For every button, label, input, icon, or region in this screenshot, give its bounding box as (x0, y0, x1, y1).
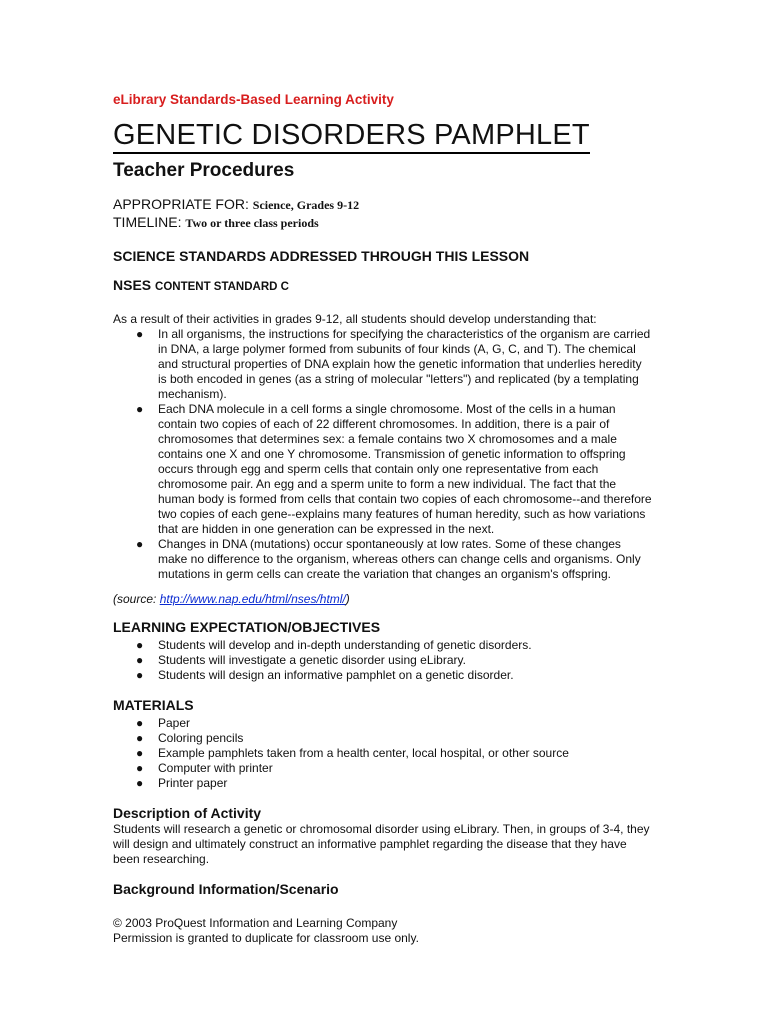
list-item-text: Students will develop and in-depth understanding of genetic disorders. (158, 638, 532, 652)
nses-heading (113, 277, 653, 296)
permission-text: Permission is granted to duplicate for classroom use only. (113, 931, 419, 945)
timeline-row (113, 214, 653, 232)
page-footer (113, 916, 653, 946)
bullet-icon: ● (136, 537, 144, 551)
list-item (136, 653, 653, 668)
list-item (136, 668, 653, 683)
source-prefix: (source: (113, 592, 160, 606)
objectives-heading: LEARNING EXPECTATION/OBJECTIVES (113, 619, 381, 635)
bullet-icon: ● (136, 716, 144, 730)
appropriate-for-value: Science, Grades 9-12 (252, 198, 360, 212)
bullet-icon: ● (136, 731, 144, 745)
copyright-text: © 2003 ProQuest Information and Learning Company (113, 916, 398, 930)
materials-list (113, 716, 653, 791)
list-item (136, 638, 653, 653)
bullet-icon: ● (136, 746, 144, 760)
series-kicker: eLibrary Standards-Based Learning Activity (113, 92, 394, 107)
source-suffix: ) (345, 592, 350, 606)
list-item-text: In all organisms, the instructions for specifying the characteristics of the organism are carried in DNA, a large polymer formed from subunits of four kinds (A, G, C, and T). The chemical and structural properties of DNA explain how the genetic information that underlies heredity is both encoded in genes (as a string of molecular "letters") and replicated (by a templating mechanism). (158, 327, 651, 401)
list-item (136, 402, 653, 537)
list-item-text: Students will investigate a genetic disorder using eLibrary. (158, 653, 466, 667)
background-heading: Background Information/Scenario (113, 881, 339, 897)
list-item-text: Coloring pencils (158, 731, 244, 745)
description-text: Students will research a genetic or chromosomal disorder using eLibrary. Then, in groups of 3-4, they will design and ultimately construct an informative pamphlet regarding the disease that they have been researching. (113, 822, 650, 866)
appropriate-for-label: APPROPRIATE FOR: (113, 196, 249, 212)
timeline-value: Two or three class periods (185, 216, 319, 230)
list-item-text: Each DNA molecule in a cell forms a single chromosome. Most of the cells in a human contain two copies of each of 22 different chromosomes. In addition, there is a pair of chromosomes that determines sex: a female contains two X chromosomes and a male contains one X and one Y chromosome. Transmission of genetic information to offspring occurs through egg and sperm cells that contain only one representative from each chromosome pair. An egg and a sperm unite to form a new individual. The fact that the human body is formed from cells that contain two copies of each chromosome--and therefore two copies of each gene--explains many features of human heredity, such as how variations that are hidden in one generation can be expressed in the next. (158, 402, 652, 536)
list-item-text: Example pamphlets taken from a health center, local hospital, or other source (158, 746, 569, 760)
list-item (136, 776, 653, 791)
standards-intro: As a result of their activities in grades 9-12, all students should develop understanding that: (113, 312, 597, 326)
list-item-text: Changes in DNA (mutations) occur spontaneously at low rates. Some of these changes make no difference to the organism, whereas others can change cells and organisms. Only mutations in germ cells can create the variation that changes an organism's offspring. (158, 537, 641, 581)
list-item-text: Paper (158, 716, 191, 730)
page-title: GENETIC DISORDERS PAMPHLET (113, 119, 590, 154)
appropriate-for-row (113, 196, 653, 214)
page-subtitle: Teacher Procedures (113, 160, 295, 181)
source-citation (113, 592, 653, 607)
materials-heading: MATERIALS (113, 697, 194, 713)
bullet-icon: ● (136, 776, 144, 790)
bullet-icon: ● (136, 668, 144, 682)
bullet-icon: ● (136, 327, 144, 341)
list-item (136, 731, 653, 746)
list-item-text: Computer with printer (158, 761, 273, 775)
bullet-icon: ● (136, 761, 144, 775)
standards-list (113, 327, 653, 582)
bullet-icon: ● (136, 402, 144, 416)
description-heading: Description of Activity (113, 805, 262, 821)
bullet-icon: ● (136, 653, 144, 667)
list-item-text: Students will design an informative pamphlet on a genetic disorder. (158, 668, 514, 682)
standards-heading: SCIENCE STANDARDS ADDRESSED THROUGH THIS LESSON (113, 248, 530, 264)
list-item-text: Printer paper (158, 776, 228, 790)
document-page (113, 92, 653, 946)
list-item (136, 746, 653, 761)
nses-label: NSES (113, 277, 152, 293)
nses-subheading: CONTENT STANDARD C (155, 281, 289, 293)
list-item (136, 761, 653, 776)
list-item (136, 327, 653, 402)
list-item (136, 716, 653, 731)
list-item (136, 537, 653, 582)
bullet-icon: ● (136, 638, 144, 652)
timeline-label: TIMELINE: (113, 214, 182, 230)
source-link[interactable]: http://www.nap.edu/html/nses/html/ (159, 592, 346, 606)
objectives-list (113, 638, 653, 683)
